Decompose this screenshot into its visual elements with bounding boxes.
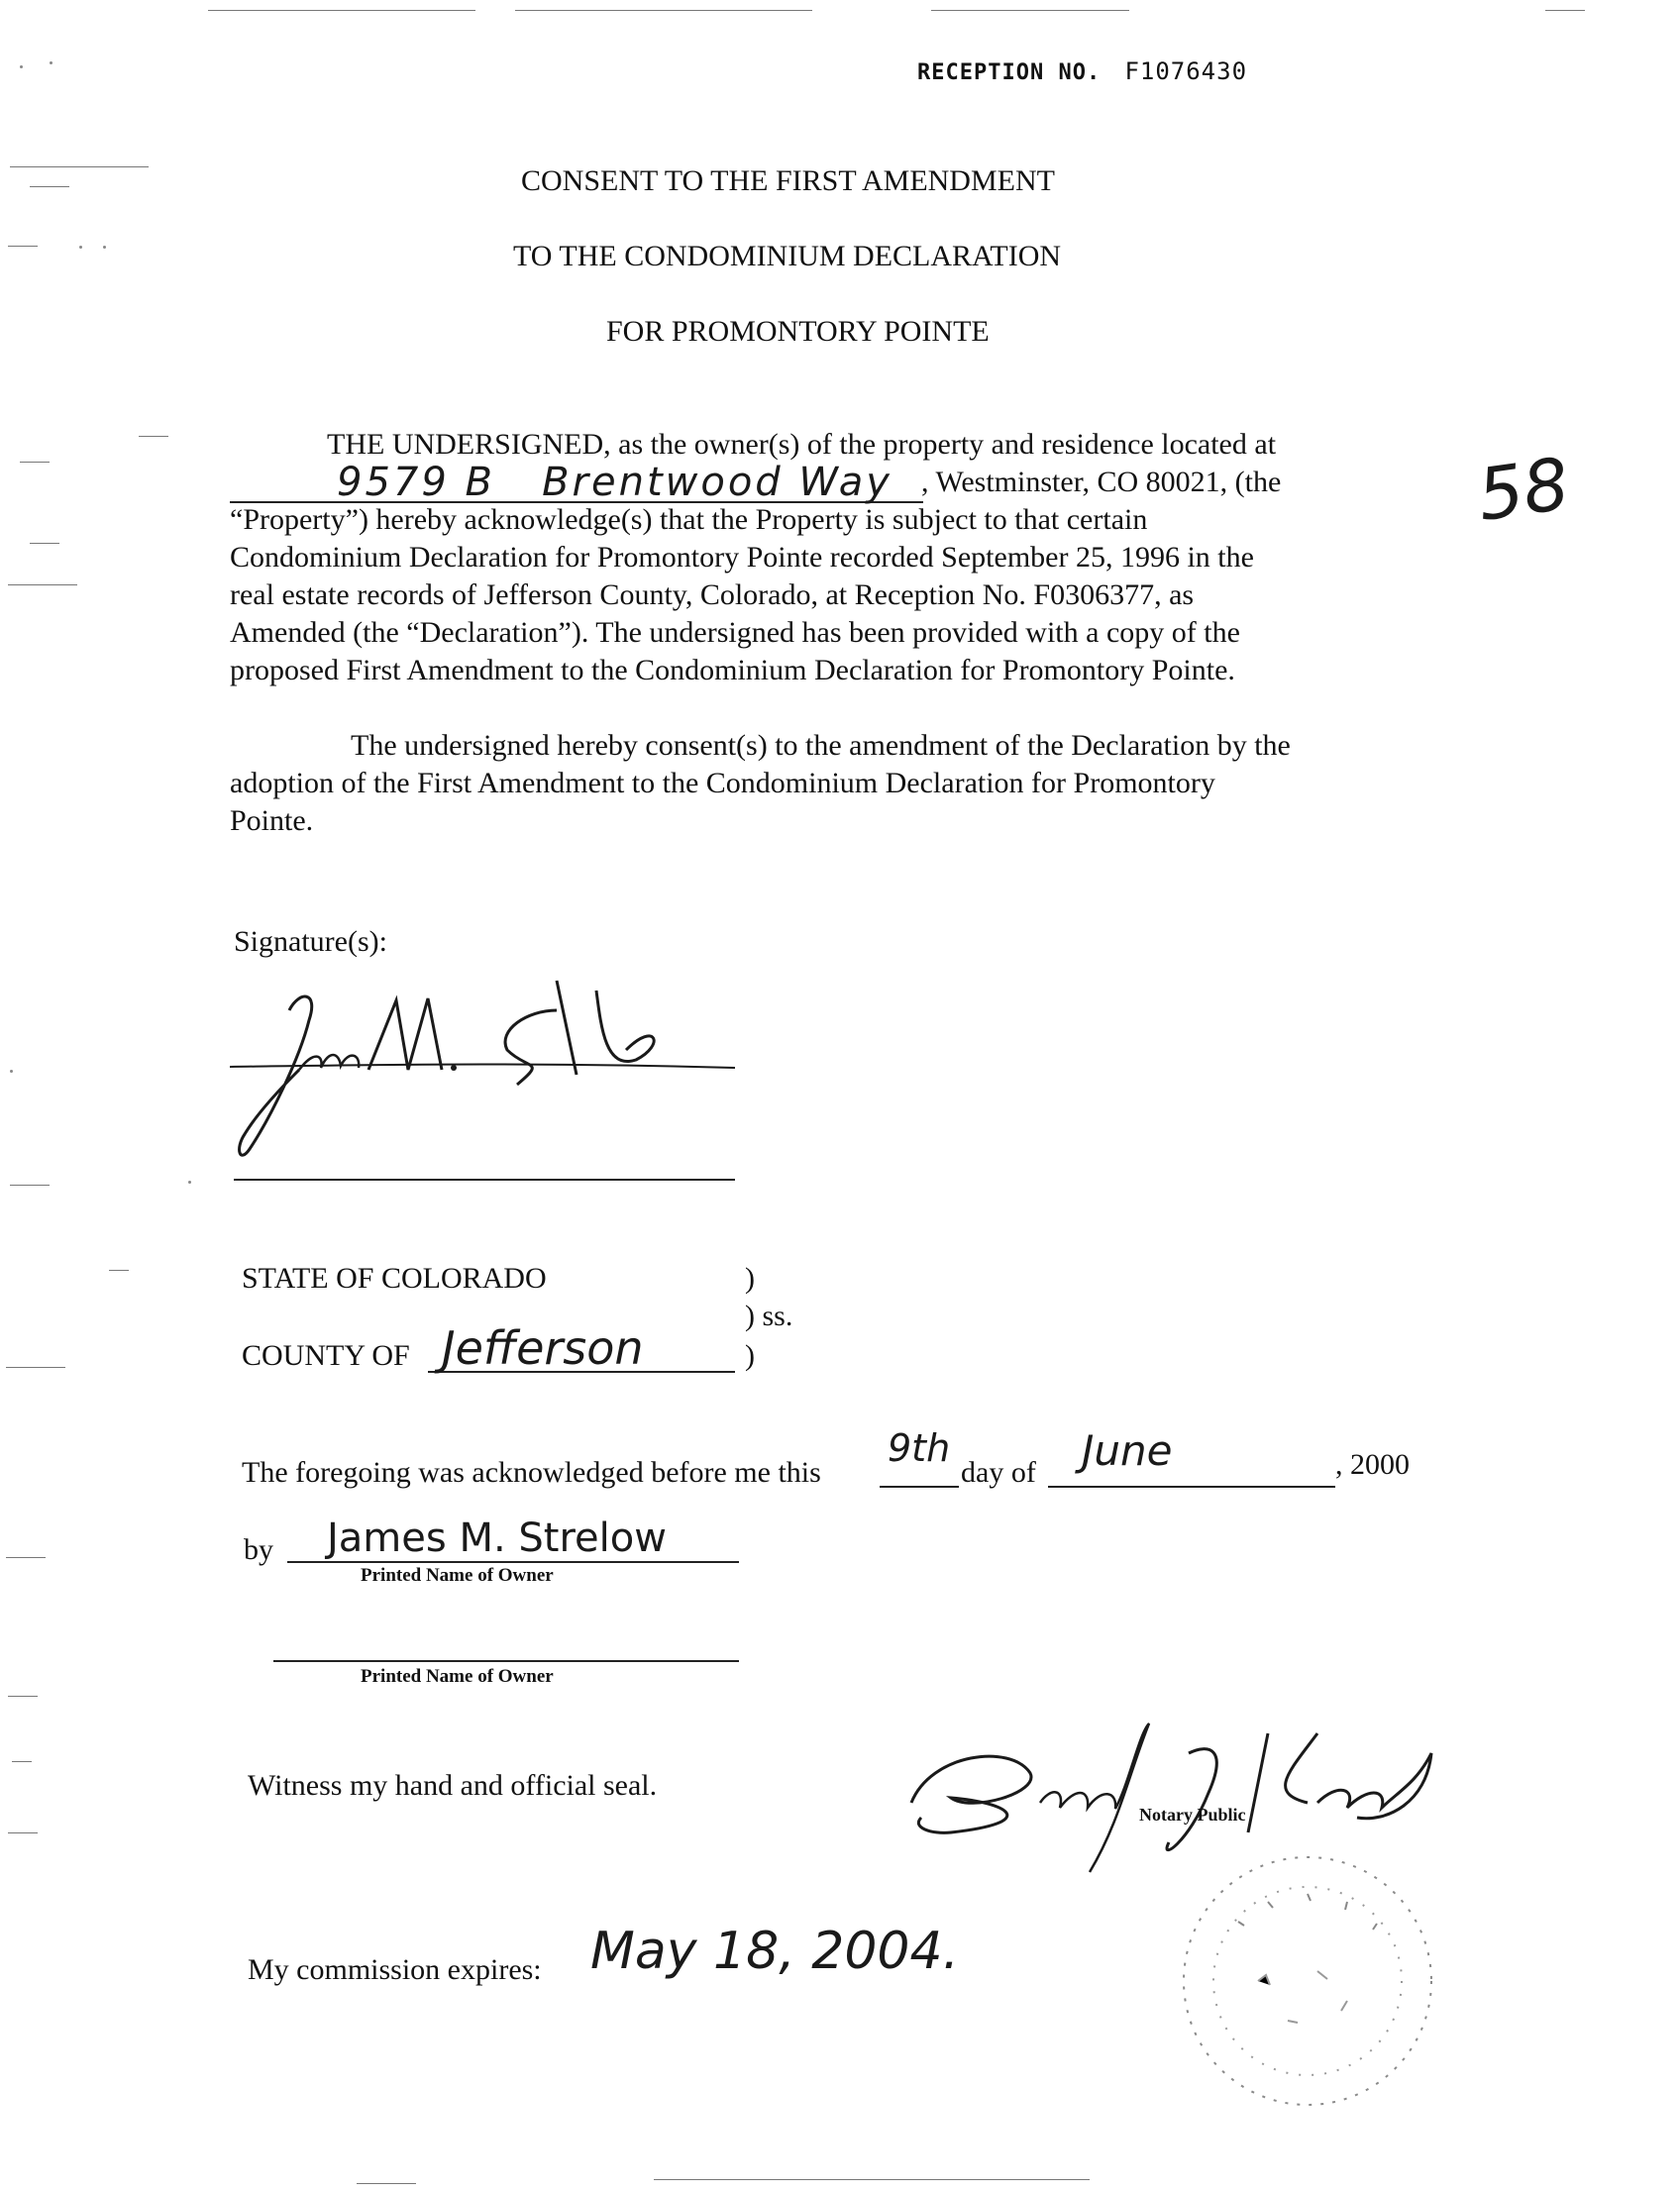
- commission-date-handwritten: May 18, 2004.: [590, 1922, 960, 1981]
- owner-signature-text: [309, 1010, 735, 1066]
- printed-name-line-2: [273, 1660, 739, 1662]
- ack-day-of: day of: [961, 1456, 1036, 1489]
- paragraph2-line1: The undersigned hereby consent(s) to the amendment of the Declaration by the: [351, 729, 1291, 762]
- paragraph1-line4: Condominium Declaration for Promontory Pointe recorded September 25, 1996 in the: [230, 541, 1254, 574]
- printed-name-handwritten: James M. Strelow: [327, 1515, 667, 1561]
- title-line-1: CONSENT TO THE FIRST AMENDMENT: [521, 164, 1055, 197]
- venue-paren-bottom: ): [745, 1339, 755, 1372]
- owner-signature: [230, 951, 745, 1169]
- paragraph1-line3: “Property”) hereby acknowledge(s) that the Property is subject to that certain: [230, 503, 1148, 536]
- margin-note: 58: [1472, 442, 1575, 537]
- notary-seal-stamp: [1149, 1832, 1466, 2130]
- witness-text: Witness my hand and official seal.: [248, 1769, 658, 1802]
- reception-label: RECEPTION NO.: [917, 60, 1102, 85]
- printed-name-caption-1: Printed Name of Owner: [361, 1565, 554, 1586]
- paragraph1-line7: proposed First Amendment to the Condominium Declaration for Promontory Pointe.: [230, 654, 1235, 686]
- paragraph1-line2-rest: , Westminster, CO 80021, (the: [921, 466, 1282, 498]
- venue-paren-ss: ) ss.: [745, 1300, 793, 1332]
- ack-by-label: by: [244, 1533, 273, 1566]
- ack-year: , 2000: [1335, 1448, 1410, 1481]
- address-handwritten: 9579 B Brentwood Way: [337, 460, 892, 505]
- ack-month-blank: [1048, 1486, 1335, 1488]
- title-line-3: FOR PROMONTORY POINTE: [606, 315, 990, 348]
- reception-value: F1076430: [1124, 57, 1248, 85]
- printed-name-caption-2: Printed Name of Owner: [361, 1666, 554, 1687]
- ack-day-handwritten: 9th: [888, 1426, 951, 1470]
- signatures-label: Signature(s):: [234, 925, 387, 958]
- paragraph2-line3: Pointe.: [230, 804, 314, 837]
- paragraph2-line2: adoption of the First Amendment to the Condominium Declaration for Promontory: [230, 767, 1215, 799]
- county-label: COUNTY OF: [242, 1339, 410, 1372]
- notary-seal-drawing: [1149, 1832, 1466, 2130]
- title-line-2: TO THE CONDOMINIUM DECLARATION: [513, 240, 1062, 272]
- notary-caption: Notary Public: [1139, 1805, 1246, 1825]
- printed-name-line-1: [287, 1561, 739, 1563]
- paragraph1-line6: Amended (the “Declaration”). The undersigned has been provided with a copy of the: [230, 616, 1240, 649]
- venue-paren-top: ): [745, 1262, 755, 1295]
- paragraph1-line5: real estate records of Jefferson County, Colorado, at Reception No. F0306377, as: [230, 578, 1195, 611]
- county-handwritten: Jefferson: [442, 1321, 644, 1375]
- paragraph1-line1: THE UNDERSIGNED, as the owner(s) of the property and residence located at: [327, 428, 1277, 461]
- reception-number: [917, 57, 1247, 85]
- ack-text-before: The foregoing was acknowledged before me this: [242, 1456, 821, 1489]
- second-signature-line: [234, 1179, 735, 1181]
- ack-day-blank: [880, 1486, 959, 1488]
- commission-label: My commission expires:: [248, 1953, 542, 1986]
- state-line: STATE OF COLORADO: [242, 1262, 547, 1295]
- ack-month-handwritten: June: [1082, 1426, 1173, 1475]
